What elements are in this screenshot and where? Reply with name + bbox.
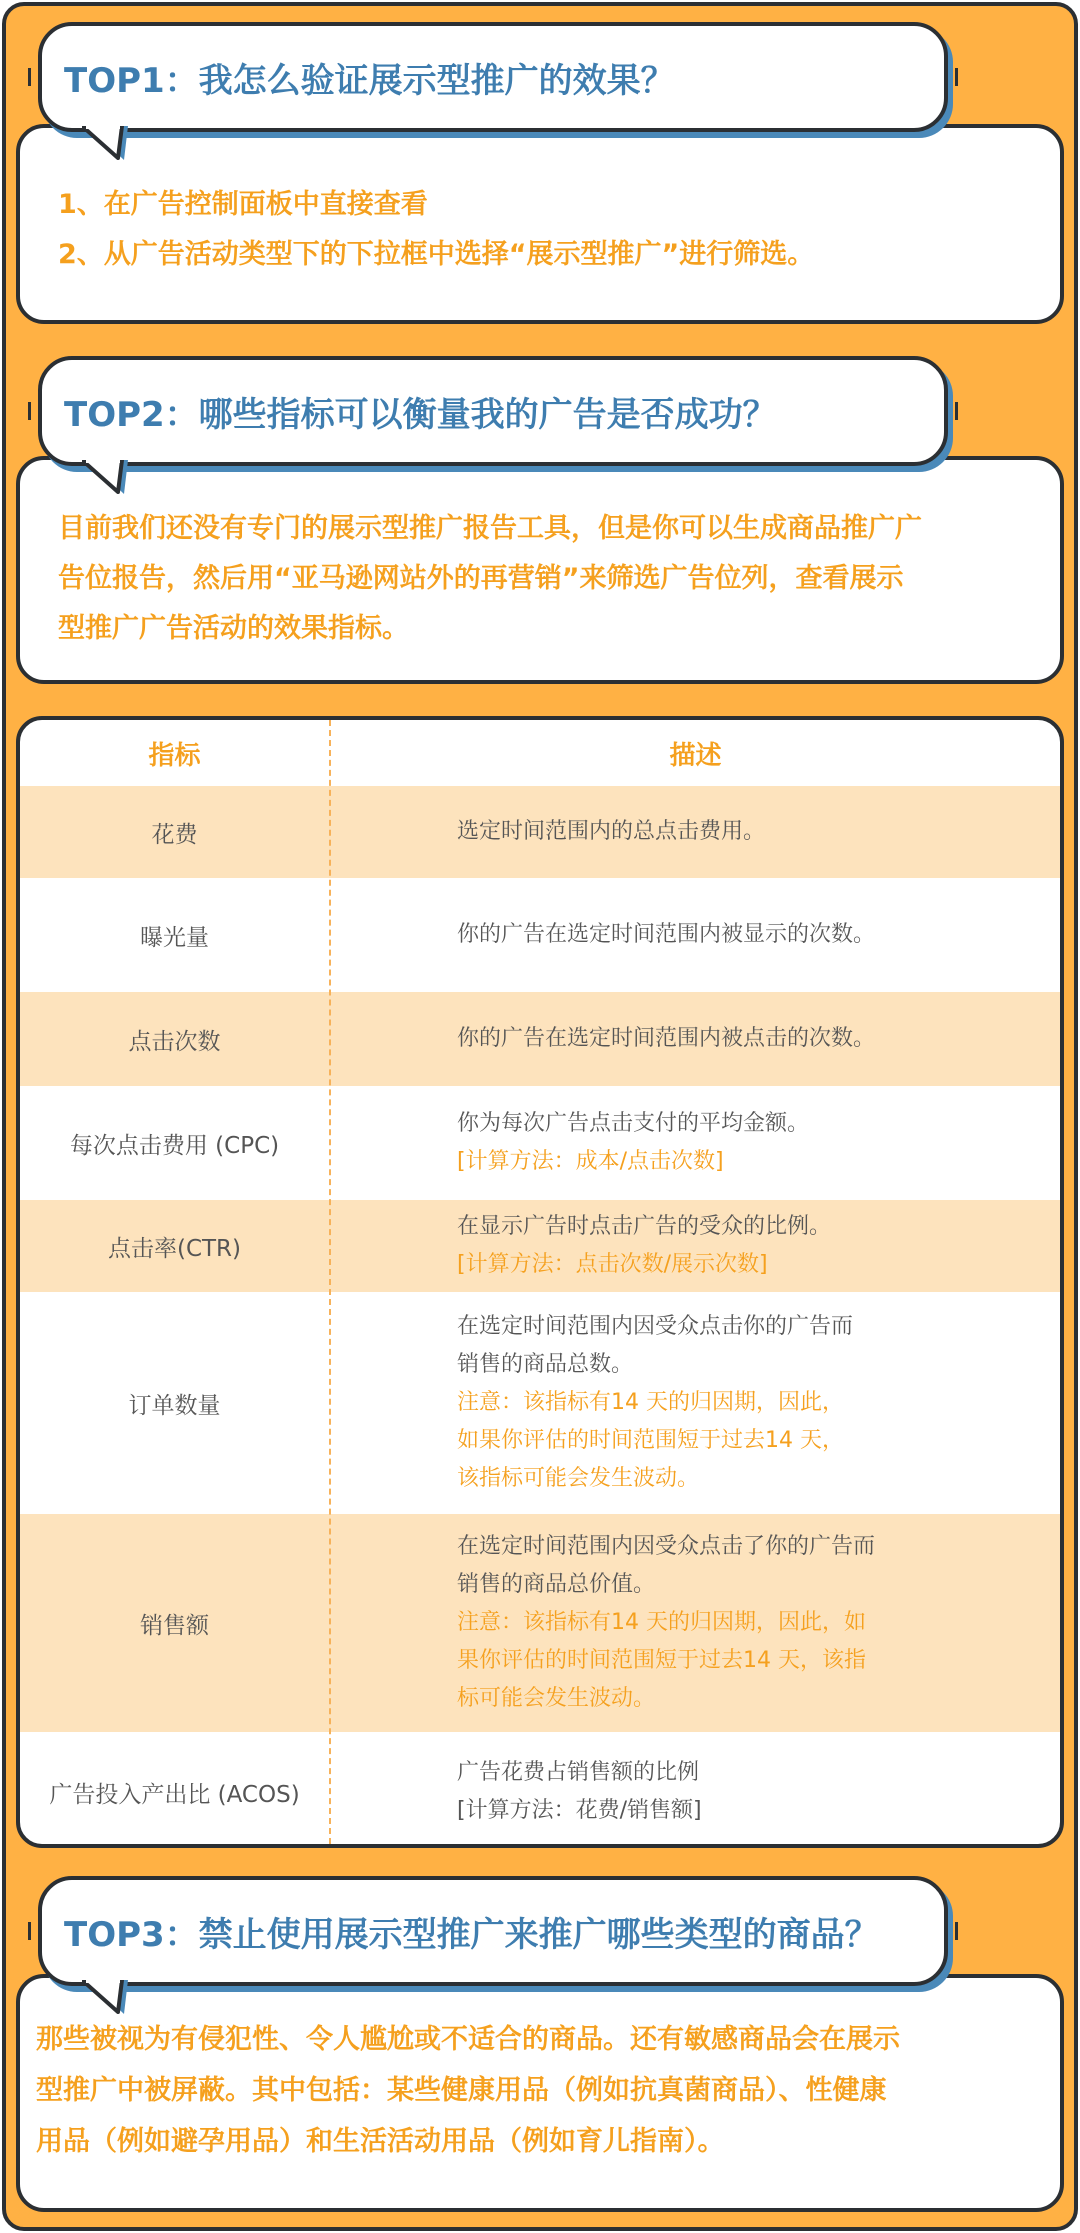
description-line: [计算方法：花费/销售额] [457, 1798, 702, 1823]
top1-answer [58, 180, 814, 280]
description-cell [457, 1732, 1040, 1848]
top2-line-1: 目前我们还没有专门的展示型推广报告工具，但是你可以生成商品推广广 [58, 513, 922, 544]
description-note: 注意：该指标有14 天的归因期，因此， [457, 1390, 844, 1415]
table-row [20, 878, 1060, 992]
description-line: 广告花费占销售额的比例 [457, 1760, 700, 1785]
description-cell [457, 1200, 1040, 1292]
top3-line-1: 那些被视为有侵犯性、令人尴尬或不适合的商品。还有敏感商品会在展示 [36, 2024, 900, 2055]
top3-bubble-tail [82, 1980, 134, 2020]
top2-bubble-tail [82, 460, 134, 500]
top3-answer [36, 2014, 900, 2167]
top1-answer-card [16, 124, 1064, 324]
description-line: 选定时间范围内的总点击费用。 [457, 819, 766, 844]
table-header [20, 720, 1060, 786]
description-note: 注意：该指标有14 天的归因期，因此，如 [457, 1610, 866, 1635]
description-cell [457, 1086, 1040, 1200]
description-cell [457, 1292, 1040, 1514]
header-metric: 指标 [148, 740, 201, 771]
top1-line-2: 2、从广告活动类型下的下拉框中选择“展示型推广”进行筛选。 [58, 239, 815, 270]
description-cell [457, 878, 1040, 992]
description-line: 销售的商品总价值。 [457, 1572, 656, 1597]
metric-cell: 点击率(CTR) [107, 1235, 242, 1262]
table-row [20, 786, 1060, 878]
description-note: [计算方法：成本/点击次数] [457, 1149, 724, 1174]
top2-answer-card [16, 456, 1064, 684]
metric-cell: 广告投入产出比 (ACOS) [49, 1781, 300, 1808]
top2-title: TOP2：哪些指标可以衡量我的广告是否成功？ [64, 394, 777, 435]
description-note: [计算方法：点击次数/展示次数] [457, 1252, 768, 1277]
table-row [20, 1732, 1060, 1848]
column-divider [329, 720, 331, 1844]
top3-question-bubble [38, 1876, 948, 1986]
description-note: 果你评估的时间范围短于过去14 天，该指 [457, 1648, 866, 1673]
table-row [20, 1292, 1060, 1514]
top2-line-2: 告位报告，然后用“亚马逊网站外的再营销”来筛选广告位列，查看展示 [58, 563, 904, 594]
metric-cell: 每次点击费用 (CPC) [69, 1132, 280, 1159]
description-line: 你为每次广告点击支付的平均金额。 [457, 1111, 810, 1136]
description-cell [457, 992, 1040, 1086]
metric-cell: 点击次数 [128, 1028, 221, 1055]
description-line: 你的广告在选定时间范围内被显示的次数。 [457, 922, 876, 947]
metric-cell: 销售额 [140, 1612, 209, 1639]
metric-cell: 订单数量 [128, 1392, 221, 1419]
table-row [20, 1086, 1060, 1200]
description-line: 你的广告在选定时间范围内被点击的次数。 [457, 1026, 876, 1051]
description-note: 如果你评估的时间范围短于过去14 天， [457, 1428, 844, 1453]
top1-title: TOP1：我怎么验证展示型推广的效果？ [64, 60, 675, 101]
top3-line-2: 型推广中被屏蔽。其中包括：某些健康用品（例如抗真菌商品）、性健康 [36, 2075, 887, 2106]
description-line: 销售的商品总数。 [457, 1352, 634, 1377]
description-line: 在选定时间范围内因受众点击你的广告而 [457, 1314, 854, 1339]
table-row [20, 1514, 1060, 1732]
metrics-table [16, 716, 1064, 1848]
top1-bubble-tail [82, 126, 134, 166]
top2-line-3: 型推广广告活动的效果指标。 [58, 613, 409, 644]
table-row [20, 992, 1060, 1086]
top3-line-3: 用品（例如避孕用品）和生活活动用品（例如育儿指南）。 [36, 2126, 725, 2157]
top3-title: TOP3：禁止使用展示型推广来推广哪些类型的商品？ [64, 1914, 879, 1955]
description-note: 标可能会发生波动。 [457, 1686, 656, 1711]
top2-question-bubble [38, 356, 948, 466]
top3-answer-card [16, 1974, 1064, 2212]
metric-cell: 花费 [151, 821, 198, 848]
top1-line-1: 1、在广告控制面板中直接查看 [58, 189, 428, 220]
top1-question-bubble [38, 22, 948, 132]
description-note: 该指标可能会发生波动。 [457, 1466, 700, 1491]
header-description: 描述 [669, 740, 722, 771]
description-cell [457, 786, 1040, 878]
table-row [20, 1200, 1060, 1292]
description-line: 在显示广告时点击广告的受众的比例。 [457, 1214, 832, 1239]
top2-answer [58, 504, 922, 654]
description-cell [457, 1514, 1040, 1732]
description-line: 在选定时间范围内因受众点击了你的广告而 [457, 1534, 876, 1559]
metric-cell: 曝光量 [140, 924, 209, 951]
